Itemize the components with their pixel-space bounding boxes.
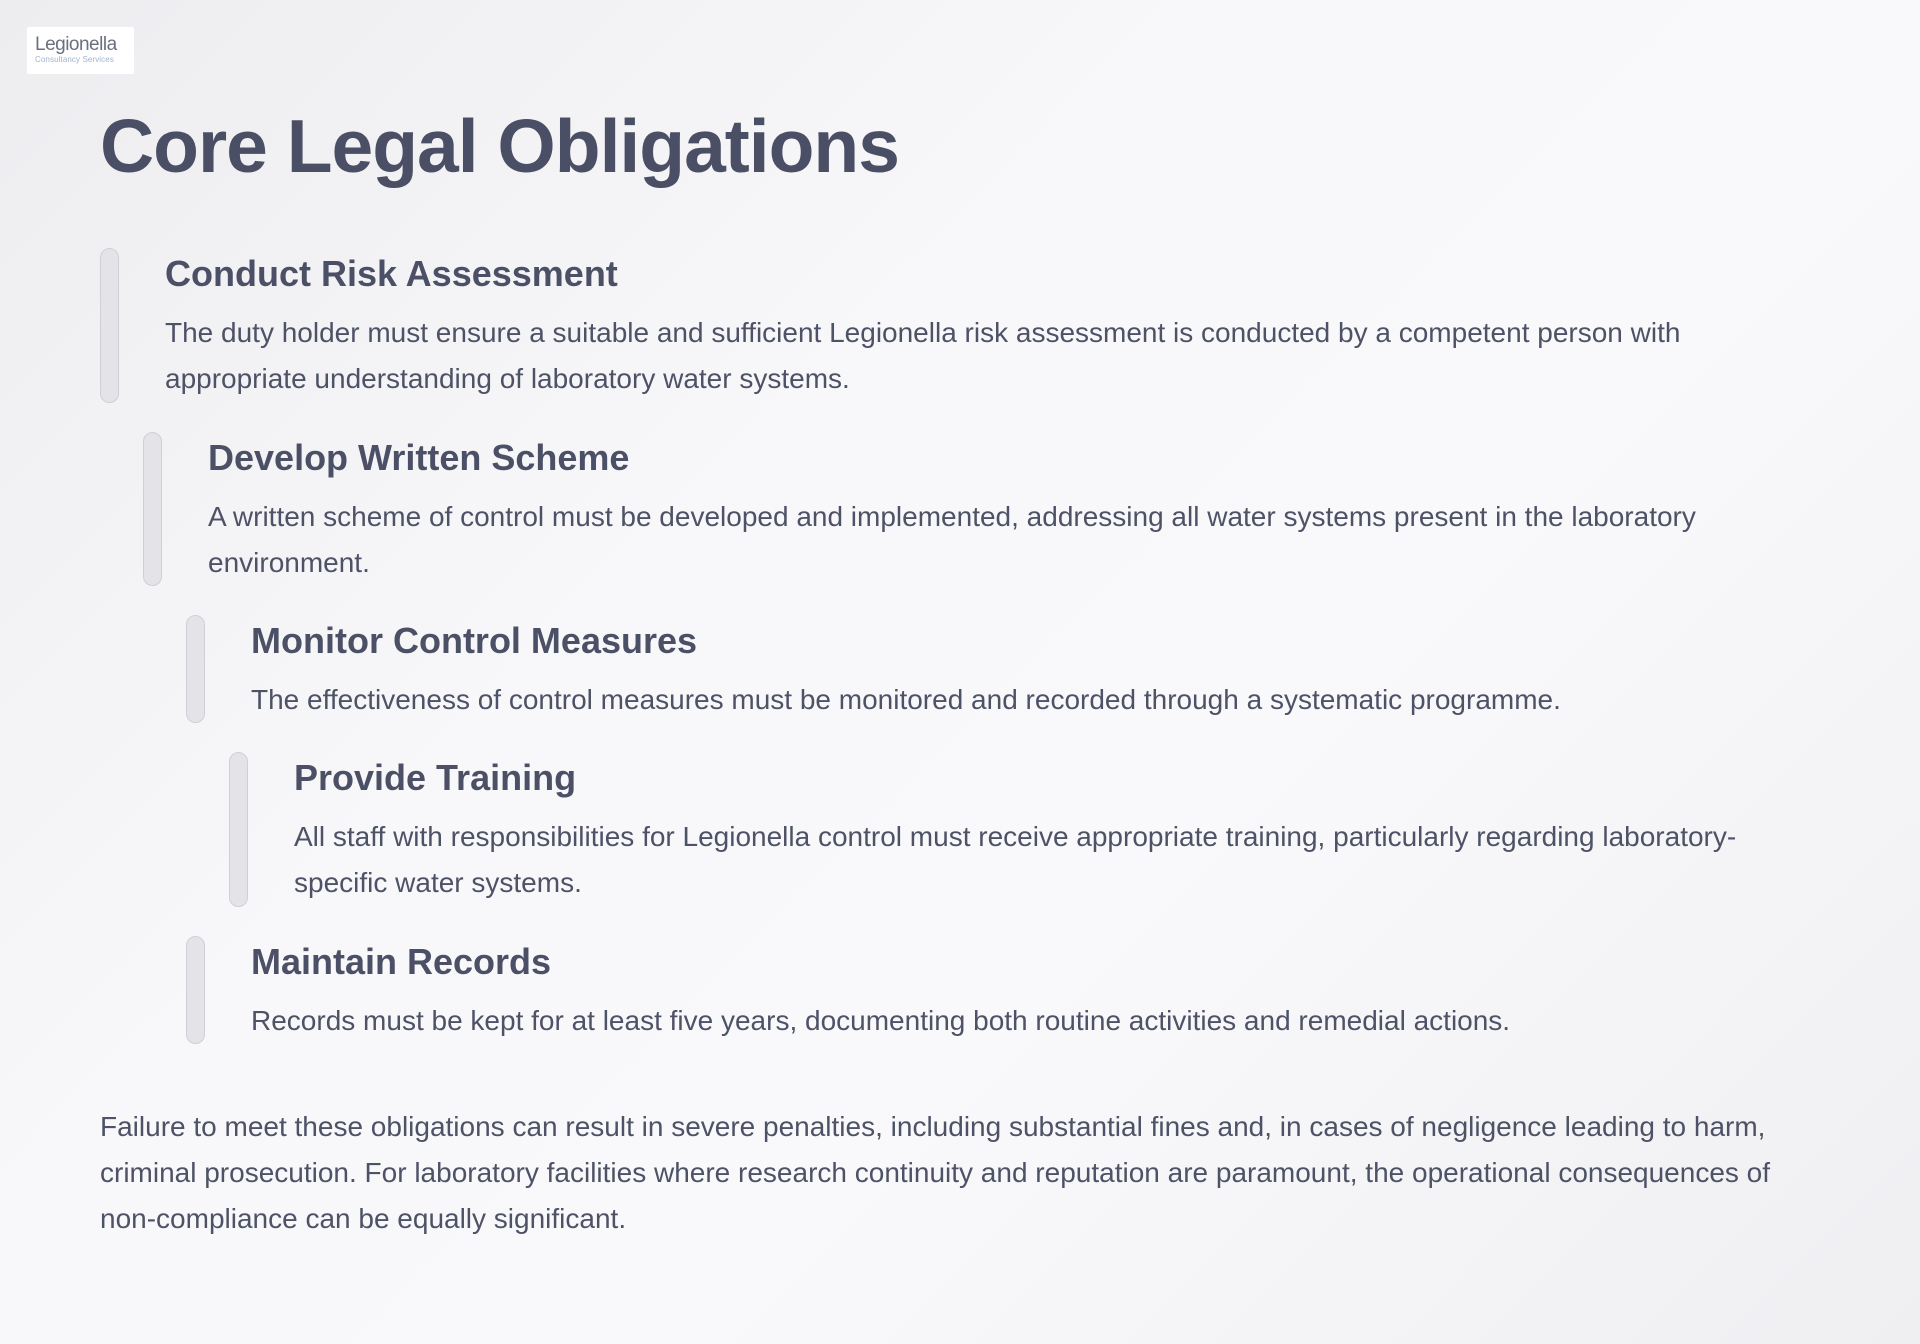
logo-name: Legionella xyxy=(35,34,117,55)
consequences-paragraph: Failure to meet these obligations can result in severe penalties, including substantial fines and, in cases of negligence leading to harm, criminal prosecution. For laboratory facilities where research continuity and reputation are paramount, the operational consequences of non-compliance can be equally significant. xyxy=(100,1111,1771,1234)
step-title: Monitor Control Measures xyxy=(251,620,698,661)
step-provide-training xyxy=(229,752,1810,907)
company-logo xyxy=(27,27,134,74)
step-maintain-records xyxy=(186,936,1810,1044)
step-description: The duty holder must ensure a suitable and sufficient Legionella risk assessment is conducted by a competent person with appropriate understanding of laboratory water systems. xyxy=(165,317,1681,394)
step-marker-bar xyxy=(143,432,162,586)
step-description: A written scheme of control must be developed and implemented, addressing all water systems present in the laboratory environment. xyxy=(208,501,1696,578)
step-marker-bar xyxy=(186,615,205,723)
page-title: Core Legal Obligations xyxy=(100,104,899,188)
step-description: Records must be kept for at least five years, documenting both routine activities and remedial actions. xyxy=(251,1005,1511,1036)
step-title: Conduct Risk Assessment xyxy=(165,253,618,294)
step-description: All staff with responsibilities for Legionella control must receive appropriate training, particularly regarding laboratory-specific water systems. xyxy=(294,821,1737,898)
step-title: Provide Training xyxy=(294,757,577,798)
step-title: Maintain Records xyxy=(251,941,552,982)
step-marker-bar xyxy=(186,936,205,1044)
step-description: The effectiveness of control measures must be monitored and recorded through a systematic programme. xyxy=(251,684,1561,715)
logo-tagline: Consultancy Services xyxy=(35,55,114,64)
step-monitor-control-measures xyxy=(186,615,1810,723)
step-marker-bar xyxy=(229,752,248,907)
step-develop-written-scheme xyxy=(143,432,1810,586)
step-title: Develop Written Scheme xyxy=(208,437,630,478)
step-conduct-risk-assessment xyxy=(100,248,1810,403)
step-marker-bar xyxy=(100,248,119,403)
